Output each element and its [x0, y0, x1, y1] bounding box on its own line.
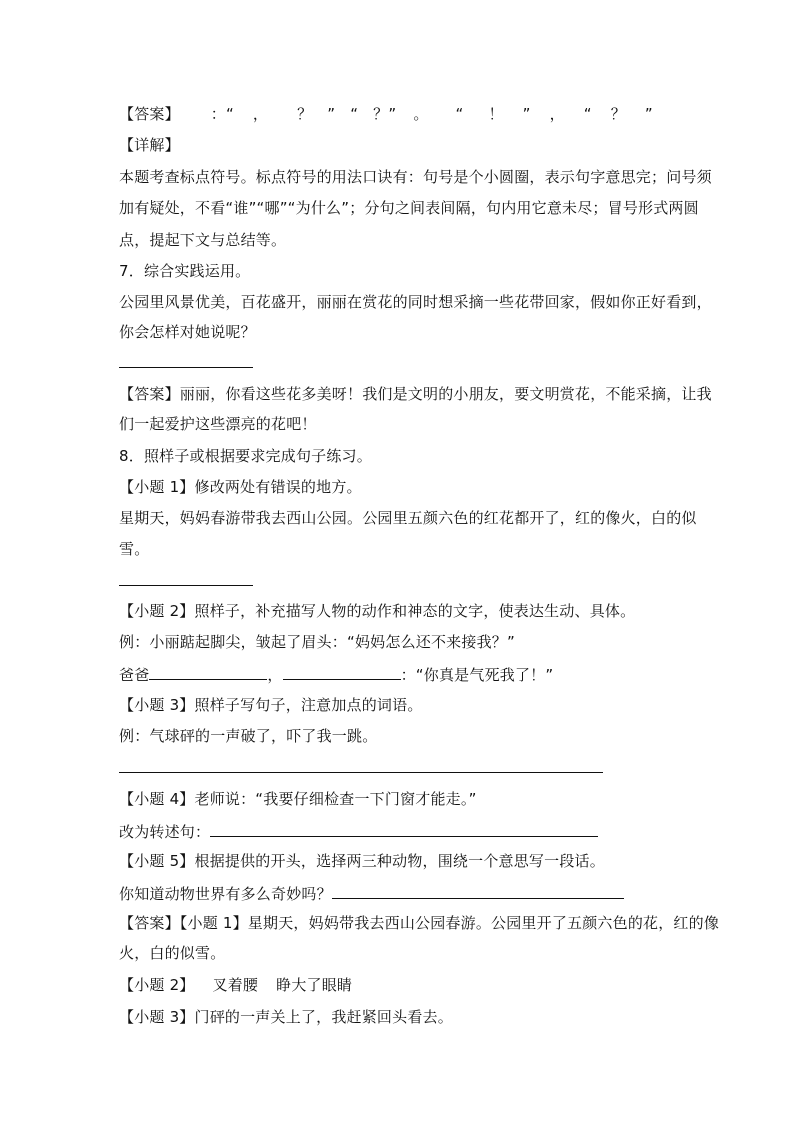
subquestion-2-title: 【小题 2】照样子，补充描写人物的动作和神态的文字，使表达生动、具体。	[119, 602, 636, 620]
subquestion-2-fill-line	[119, 663, 553, 685]
subquestion-4-prompt: 改为转述句：	[119, 823, 211, 841]
punct-mark: ！	[488, 105, 504, 123]
answer-8-s3-line: 【小题 3】门砰的一声关上了，我赶紧回头看去。	[119, 1008, 453, 1026]
fill-blank[interactable]	[283, 663, 401, 680]
detail-line: 点，提起下文与总结等。	[119, 231, 287, 249]
punct-mark: ，	[252, 105, 269, 123]
answer-blank-line[interactable]	[119, 367, 253, 368]
answer-blank-line[interactable]	[119, 772, 603, 773]
answer-8-line: 火，白的似雪。	[119, 944, 226, 962]
answer-7-line: 【答案】丽丽，你看这些花多美呀！我们是文明的小朋友，要文明赏花，不能采摘，让我	[119, 385, 712, 403]
punct-mark: ”	[327, 105, 336, 123]
punct-mark: “	[455, 105, 464, 123]
subquestion-1-line: 星期天，妈妈春游带我去西山公园。公园里五颜六色的红花都开了，红的像火，白的似	[119, 509, 697, 527]
subquestion-1-title: 【小题 1】修改两处有错误的地方。	[119, 478, 362, 496]
fill-prefix: 爸爸	[119, 666, 150, 684]
punct-mark: ：“	[210, 105, 234, 123]
subquestion-3-title: 【小题 3】照样子写句子，注意加点的词语。	[119, 696, 423, 714]
answer-s2-a: 叉着腰	[212, 976, 259, 994]
punct-mark: ？	[297, 105, 313, 123]
subquestion-4-line	[119, 820, 598, 842]
fill-blank[interactable]	[210, 820, 598, 837]
subquestion-1-line: 雪。	[119, 540, 150, 558]
answer-6-line	[119, 104, 667, 124]
subquestion-5-line	[119, 882, 624, 904]
subquestion-5-title: 【小题 5】根据提供的开头，选择两三种动物，围绕一个意思写一段话。	[119, 852, 605, 870]
fill-separator: ，	[267, 666, 283, 684]
punct-mark: ，	[549, 105, 565, 123]
punct-mark: ”	[644, 105, 653, 123]
punct-mark: 。	[413, 105, 429, 123]
subquestion-5-prompt: 你知道动物世界有多么奇妙吗？	[119, 885, 332, 903]
answer-s2-b: 睁大了眼睛	[276, 976, 353, 994]
question-7-line: 你会怎样对她说呢？	[119, 323, 256, 341]
answer-7-line: 们一起爱护这些漂亮的花吧！	[119, 415, 317, 433]
question-7-title: 7．综合实践运用。	[119, 262, 251, 280]
answer-blank-line[interactable]	[119, 585, 253, 586]
detail-line: 加有疑处，不看“谁”“哪”“为什么”；分句之间表间隔，句内用它意未尽；冒号形式两圆	[119, 199, 699, 217]
punct-mark: “	[350, 105, 359, 123]
subquestion-4-title: 【小题 4】老师说：“我要仔细检查一下门窗才能走。”	[119, 790, 477, 808]
question-8-title: 8．照样子或根据要求完成句子练习。	[119, 447, 372, 465]
detail-line: 本题考查标点符号。标点符号的用法口诀有：句号是个小圆圈，表示句字意思完；问号须	[119, 168, 712, 186]
question-7-line: 公园里风景优美，百花盛开，丽丽在赏花的同时想采摘一些花带回家，假如你正好看到，	[119, 293, 712, 311]
answer-label: 【答案】	[119, 105, 180, 123]
fill-blank[interactable]	[332, 882, 624, 899]
answer-s2-label: 【小题 2】	[119, 976, 195, 994]
fill-suffix: ：“你真是气死我了！”	[400, 666, 554, 684]
answer-8-s2-line	[119, 975, 352, 995]
fill-blank[interactable]	[149, 663, 267, 680]
subquestion-2-example: 例：小丽踮起脚尖，皱起了眉头：“妈妈怎么还不来接我？”	[119, 633, 515, 651]
punct-mark: “	[583, 105, 592, 123]
punct-mark: ？”	[373, 105, 397, 123]
detail-label: 【详解】	[119, 136, 180, 154]
answer-8-line: 【答案】【小题 1】星期天，妈妈带我去西山公园春游。公园里开了五颜六色的花，红的像	[119, 914, 720, 932]
punct-mark: ”	[522, 105, 531, 123]
subquestion-3-example: 例：气球砰的一声破了，吓了我一跳。	[119, 727, 378, 745]
punct-mark: ？	[610, 105, 626, 123]
